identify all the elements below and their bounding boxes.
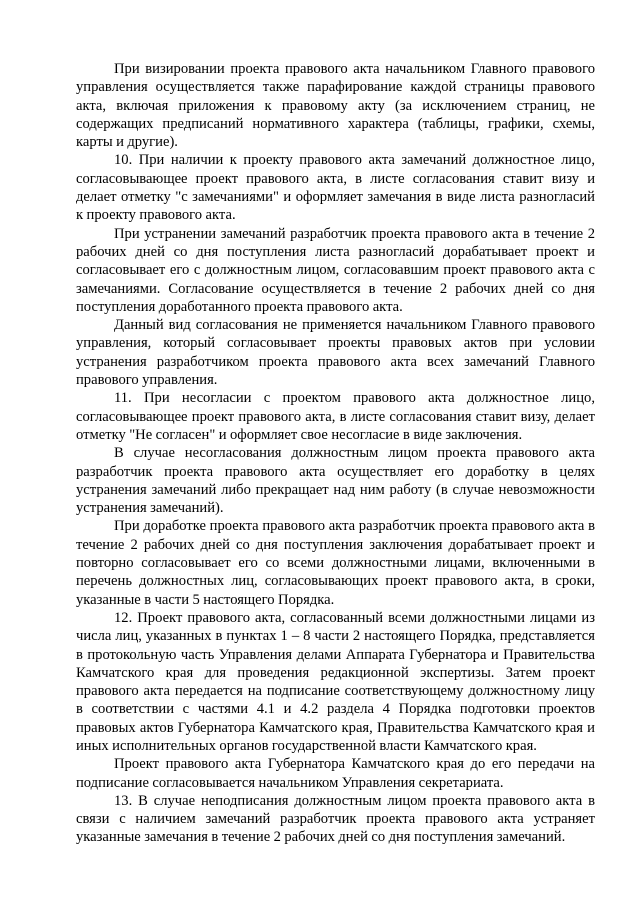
paragraph-item-11: 11. При несогласии с проектом правового акта должностное лицо, согласовывающее проект правового акта, в листе согласования ставит визу, делает отметку "Не согласен" и оформляет свое несогласие в виде заключения. [76,390,595,443]
document-body [76,60,595,847]
paragraph-nesoglasovanie: В случае несогласования должностным лицом проекта правового акта разработчик проекта правового акта осуществляет его доработку в целях устранения замечаний либо прекращает над ним работу (в случае невозможности устранения замечаний). [76,445,595,517]
paragraph-ustranenie-zamechaniy: При устранении замечаний разработчик проекта правового акта в течение 2 рабочих дней со дня поступления листа разногласий дорабатывает проект и согласовывает его с должностным лицом, согласовавшим проект правового акта с замечаниями. Согласование осуществляется в течение 2 рабочих дней со дня поступления доработанного проекта правового акта. [76,225,595,315]
paragraph-item-12: 12. Проект правового акта, согласованный всеми должностными лицами из числа лиц, указанных в пунктах 1 – 8 части 2 настоящего Порядка, представляется в протокольную часть Управления делами Аппарата Губернатора и Правительства Камчатского края для проведения редакционной экспертизы. Затем проект правового акта передается на подписание соответствующему должностному лицу в соответствии с частями 4.1 и 4.2 раздела 4 Порядка подготовки проектов правовых актов Губернатора Камчатского края, Правительства Камчатского края и иных исполнительных органов государственной власти Камчатского края. [76,609,595,754]
paragraph-dorabotka: При доработке проекта правового акта разработчик проекта правового акта в течение 2 рабочих дней со дня поступления заключения дорабатывает проект и повторно согласовывает его со всеми должностными лицами, включенными в перечень должностных лиц, согласовывающих проект правового акта, в сроки, указанные в части 5 настоящего Порядка. [76,518,595,608]
paragraph-item-10: 10. При наличии к проекту правового акта замечаний должностное лицо, согласовывающее проект правового акта, в листе согласования ставит визу и делает отметку "с замечаниями" и оформляет замечания в виде листа разногласий к проекту правового акта. [76,152,595,224]
paragraph-vid-soglasovaniya: Данный вид согласования не применяется начальником Главного правового управления, который согласовывает проекты правовых актов при условии устранения разработчиком проекта правового акта всех замечаний Главного правового управления. [76,317,595,389]
paragraph-gubernator-proekt: Проект правового акта Губернатора Камчатского края до его передачи на подписание согласовывается начальником Управления секретариата. [76,756,595,791]
paragraph-item-13: 13. В случае неподписания должностным лицом проекта правового акта в связи с наличием замечаний разработчик проекта правового акта устраняет указанные замечания в течение 2 рабочих дней со дня поступления замечаний. [76,792,595,846]
paragraph-parafirovanie: При визировании проекта правового акта начальником Главного правового управления осуществляется также парафирование каждой страницы правового акта, включая приложения к правовому акту (за исключением страниц, не содержащих предписаний нормативного характера (таблицы, графики, схемы, карты и другие). [76,61,595,151]
